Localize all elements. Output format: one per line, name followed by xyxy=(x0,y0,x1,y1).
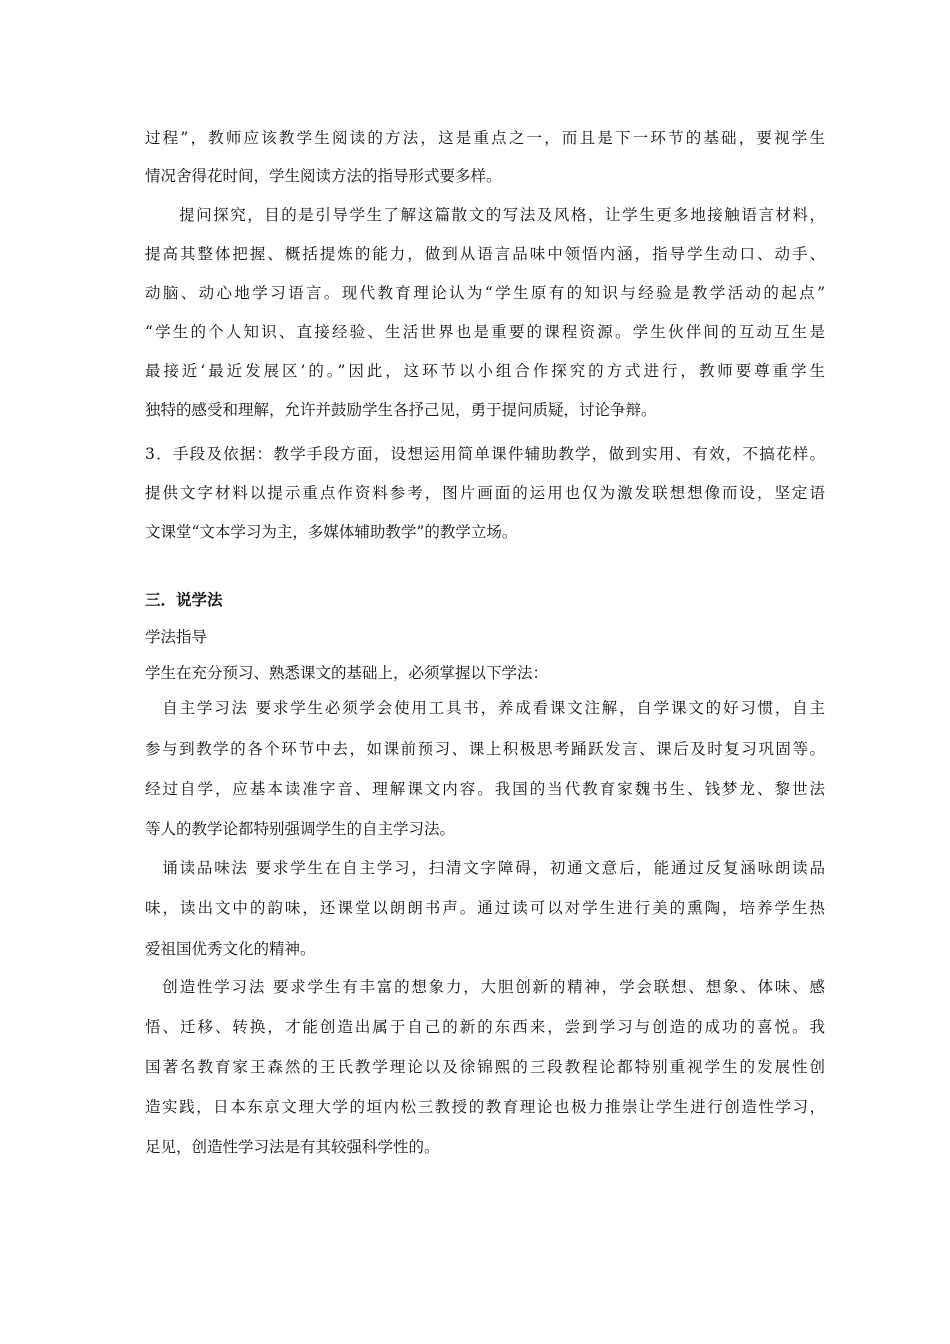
paragraph-line: 过程”，教师应该教学生阅读的方法，这是重点之一，而且是下一环节的基础，要视学生 xyxy=(145,129,825,147)
paragraph-line: 爱祖国优秀文化的精神。 xyxy=(145,940,316,958)
paragraph-line: 提供文字材料以提示重点作资料参考，图片画面的运用也仅为激发联想想像而设，坚定语 xyxy=(145,484,825,502)
paragraph-line: 情况舍得花时间，学生阅读方法的指导形式要多样。 xyxy=(145,167,502,185)
paragraph-line: 自主学习法 要求学生必须学会使用工具书，养成看课文注解，自学课文的好习惯，自主 xyxy=(145,699,825,717)
paragraph-line: 造实践，日本东京文理大学的垣内松三教授的教育理论也极力推崇让学生进行创造性学习， xyxy=(145,1098,825,1116)
paragraph-line: 文课堂“文本学习为主，多媒体辅助教学”的教学立场。 xyxy=(145,523,518,541)
paragraph-line: 3．手段及依据：教学手段方面，设想运用简单课件辅助教学，做到实用、有效，不搞花样。 xyxy=(145,445,825,463)
paragraph-line: 参与到教学的各个环节中去，如课前预习、课上积极思考踊跃发言、课后及时复习巩固等。 xyxy=(145,740,825,758)
paragraph-line: 足见，创造性学习法是有其较强科学性的。 xyxy=(145,1138,440,1156)
paragraph-line: 最接近‘最近发展区’的。”因此，这环节以小组合作探究的方式进行，教师要尊重学生 xyxy=(145,362,825,380)
paragraph-line: 提问探究，目的是引导学生了解这篇散文的写法及风格，让学生更多地接触语言材料， xyxy=(145,206,825,224)
paragraph-line: 诵读品味法 要求学生在自主学习，扫清文字障碍，初通文意后，能通过反复涵咏朗读品 xyxy=(145,859,825,877)
section-heading: 三．说学法 xyxy=(145,590,223,609)
paragraph-line: 等人的教学论都特别强调学生的自主学习法。 xyxy=(145,820,456,838)
subheading: 学法指导 xyxy=(145,628,208,646)
paragraph-line: 经过自学，应基本读准字音、理解课文内容。我国的当代教育家魏书生、钱梦龙、黎世法 xyxy=(145,780,825,798)
paragraph-line: 国著名教育家王森然的王氏教学理论以及徐锦熙的三段教程论都特别重视学生的发展性创 xyxy=(145,1058,825,1076)
paragraph-line: 味，读出文中的韵味，还课堂以朗朗书声。通过读可以对学生进行美的熏陶，培养学生热 xyxy=(145,899,825,917)
paragraph-line: 学生在充分预习、熟悉课文的基础上，必须掌握以下学法： xyxy=(145,664,549,682)
paragraph-line: 独特的感受和理解，允许并鼓励学生各抒己见，勇于提问质疑，讨论争辩。 xyxy=(145,401,657,419)
paragraph-line: 提高其整体把握、概括提炼的能力，做到从语言品味中领悟内涵，指导学生动口、动手、 xyxy=(145,245,825,263)
paragraph-line: 创造性学习法 要求学生有丰富的想象力，大胆创新的精神，学会联想、想象、体味、感 xyxy=(145,978,825,996)
paragraph-line: 动脑、动心地学习语言。现代教育理论认为“学生原有的知识与经验是教学活动的起点” xyxy=(145,284,825,302)
paragraph-line: “学生的个人知识、直接经验、生活世界也是重要的课程资源。学生伙伴间的互动互生是 xyxy=(145,323,825,341)
paragraph-line: 悟、迁移、转换，才能创造出属于自己的新的东西来，尝到学习与创造的成功的喜悦。我 xyxy=(145,1018,825,1036)
